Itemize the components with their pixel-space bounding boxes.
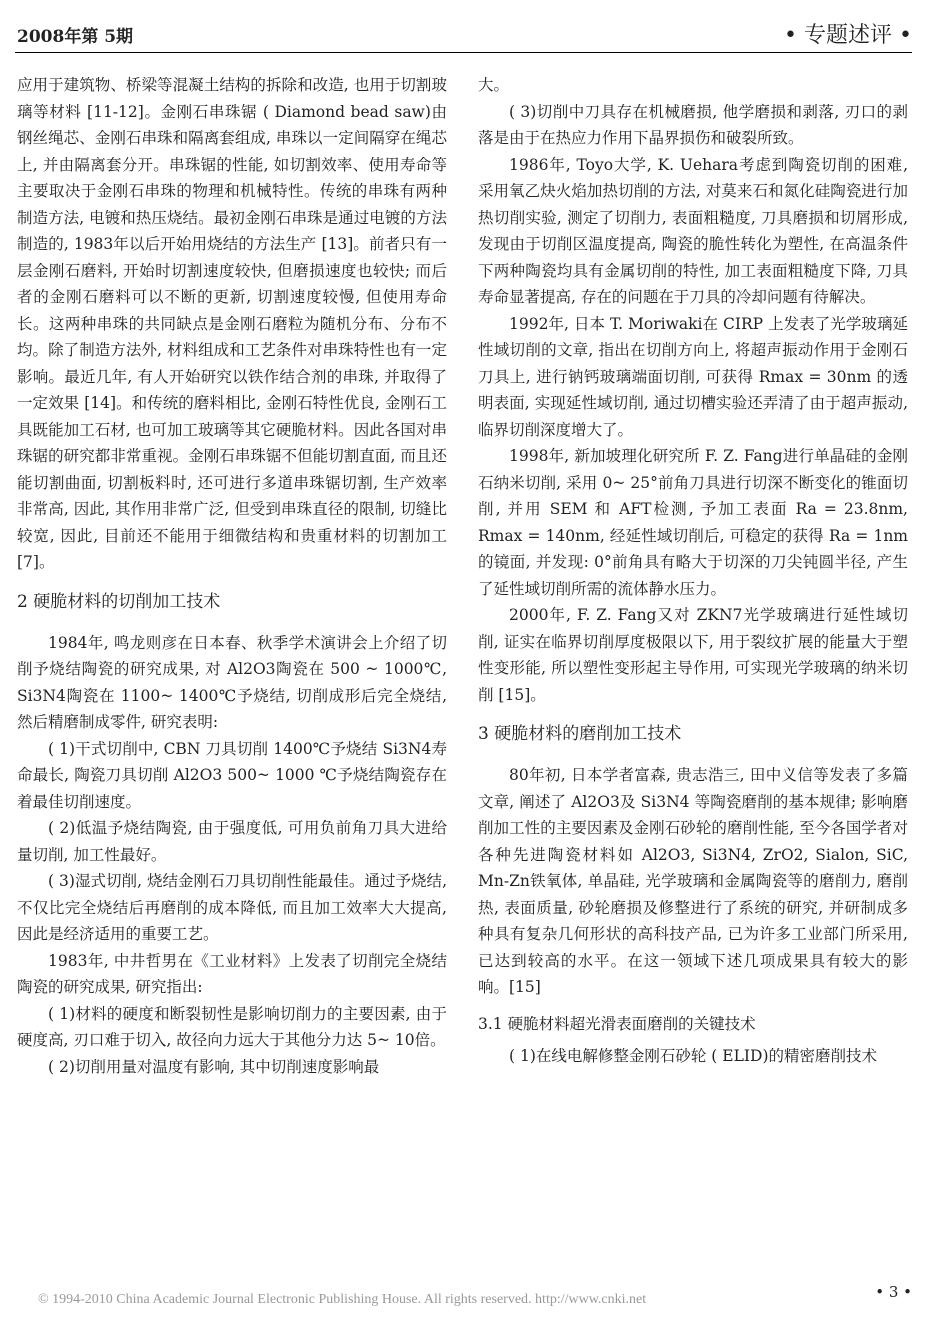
paragraph: 1984年, 鸣龙则彦在日本春、秋季学术演讲会上介绍了切削予烧结陶瓷的研究成果, 对 Al2O3陶瓷在 500 ~ 1000℃, Si3N4陶瓷在 1100~ 1400℃予烧结, 切削成形后完全烧结, 然后精磨制成零件, 研究表明: [17,633,447,731]
paragraph: 大。 [478,76,510,94]
copyright-footer: © 1994-2010 China Academic Journal Electronic Publishing House. All rights reserved. http://www.cnki.net [38,1292,647,1307]
paragraph: 应用于建筑物、桥梁等混凝土结构的拆除和改造, 也用于切割玻璃等材料 [11-12]。金刚石串珠锯 ( Diamond bead saw)由钢丝绳芯、金刚石串珠和隔离套组成, 串珠以一定间隔穿在绳芯上, 并由隔离套分开。串珠锯的性能, 如切割效率、使用寿命等主要取决于金刚石串珠的物理和机械特性。传统的串珠有两种制造方法, 电镀和热压烧结。最初金刚石串珠是通过电镀的方法制造的, 1983年以后开始用烧结的方法生产 [13]。前者只有一层金刚石磨料, 开始时切割速度较快, 但磨损速度也较快; 而后者的金刚石磨料可以不断的更新, 切割速度较慢, 但使用寿命长。这两种串珠的共同缺点是金刚石磨粒为随机分布、分布不均。除了制造方法外, 材料组成和工艺条件对串珠特性也有一定影响。最近几年, 有人开始研究以铁作结合剂的串珠, 并取得了一定效果 [14]。和传统的磨料相比, 金刚石特性优良, 金刚石工具既能加工石材, 也可加工玻璃等其它硬脆材料。因此各国对串珠锯的研究都非常重视。金刚石串珠锯不但能切割直面, 而且还能切割曲面, 切割板料时, 还可进行多道串珠锯切割, 生产效率非常高, 因此, 其作用非常广泛, 但受到串珠直径的限制, 切缝比较宽, 因此, 目前还不能用于细微结构和贵重材料的切割加工 [7]。 [17,76,447,571]
paragraph: ( 1)在线电解修整金刚石砂轮 ( ELID)的精密磨削技术 [509,1046,877,1065]
paragraph: 80年初, 日本学者富森, 贵志浩三, 田中义信等发表了多篇文章, 阐述了 Al2O3及 Si3N4 等陶瓷磨削的基本规律; 影响磨削加工性的主要因素及金刚石砂轮的磨削性能, 至今各国学者对各种先进陶瓷材料如 Al2O3, Si3N4, ZrO2, Sialon, SiC, Mn-Zn铁氧体, 单晶硅, 光学玻璃和金属陶瓷等的磨削力, 磨削热, 表面质量, 砂轮磨损及修整进行了系统的研究, 并研制成多种具有复杂几何形状的高科技产品, 已为许多工业部门所采用, 已达到较高的水平。在这一领域下述几项成果具有较大的影响。[15] [478,766,908,996]
left-column [17,72,447,1080]
paragraph: ( 2)低温予烧结陶瓷, 由于强度低, 可用负前角刀具大进给量切削, 加工性最好。 [17,819,447,864]
paragraph: 1998年, 新加坡理化研究所 F. Z. Fang进行单晶硅的金刚石纳米切削, 采用 0~ 25°前角刀具进行切深不断变化的锥面切削, 并用 SEM 和 AFT检测, 予加工表面 Ra = 23.8nm, Rmax = 140nm, 经延性域切削后, 可稳定的获得 Ra = 1nm的镜面, 并发现: 0°前角具有略大于切深的刀尖钝圆半径, 产生了延性域切削所需的流体静水压力。 [478,447,908,598]
paragraph: 1983年, 中井哲男在《工业材料》上发表了切削完全烧结陶瓷的研究成果, 研究指出: [17,951,447,996]
section-title: • 专题述评 • [784,23,912,48]
paragraph: ( 2)切削用量对温度有影响, 其中切削速度影响最 [48,1057,380,1076]
paragraph: 1986年, Toyo大学, K. Uehara考虑到陶瓷切削的困难, 采用氧乙炔火焰加热切削的方法, 对莫来石和氮化硅陶瓷进行加热切削实验, 测定了切削力, 表面粗糙度, 刀具磨损和切屑形成, 发现由于切削区温度提高, 陶瓷的脆性转化为塑性, 在高温条件下两种陶瓷均具有金属切削的特性, 加工表面粗糙度下降, 刀具寿命显著提高, 存在的问题在于刀具的冷却问题有待解决。 [478,155,908,306]
section-heading: 3.1 硬脆材料超光滑表面磨削的关键技术 [478,1014,756,1033]
paragraph: ( 1)材料的硬度和断裂韧性是影响切削力的主要因素, 由于硬度高, 刃口难于切入, 故径向力远大于其他分力达 5~ 10倍。 [17,1004,447,1049]
paragraph: 1992年, 日本 T. Moriwaki在 CIRP 上发表了光学玻璃延性域切削的文章, 指出在切削方向上, 将超声振动作用于金刚石刀具上, 进行钠钙玻璃端面切削, 可获得 Rmax = 30nm 的透明表面, 实现延性域切削, 通过切槽实验还弄清了由于超声振动, 临界切削深度增大了。 [478,314,908,439]
paragraph: ( 3)切削中刀具存在机械磨损, 他学磨损和剥落, 刃口的剥落是由于在热应力作用下晶界损伤和破裂所致。 [478,102,908,147]
header-left: 2008年第 5期 [17,27,134,47]
paragraph: ( 1)干式切削中, CBN 刀具切削 1400℃予烧结 Si3N4寿命最长, 陶瓷刀具切削 Al2O3 500~ 1000 ℃予烧结陶瓷存在着最佳切削速度。 [17,739,447,811]
section-heading: 3 硬脆材料的磨削加工技术 [478,724,682,744]
paragraph: ( 3)湿式切削, 烧结金刚石刀具切削性能最佳。通过予烧结, 不仅比完全烧结后再磨削的成本降低, 而且加工效率大大提高, 因此是经济适用的重要工艺。 [17,872,447,943]
header-rule [15,52,912,53]
page-number: • 3 • [875,1283,912,1301]
paragraph: 2000年, F. Z. Fang又对 ZKN7光学玻璃进行延性域切削, 证实在临界切削厚度极限以下, 用于裂纹扩展的能量大于塑性变形能, 所以塑性变形起主导作用, 可实现光学玻璃的纳米切削 [15]。 [478,606,908,704]
right-column [478,72,908,1069]
section-heading: 2 硬脆材料的切削加工技术 [17,591,221,612]
